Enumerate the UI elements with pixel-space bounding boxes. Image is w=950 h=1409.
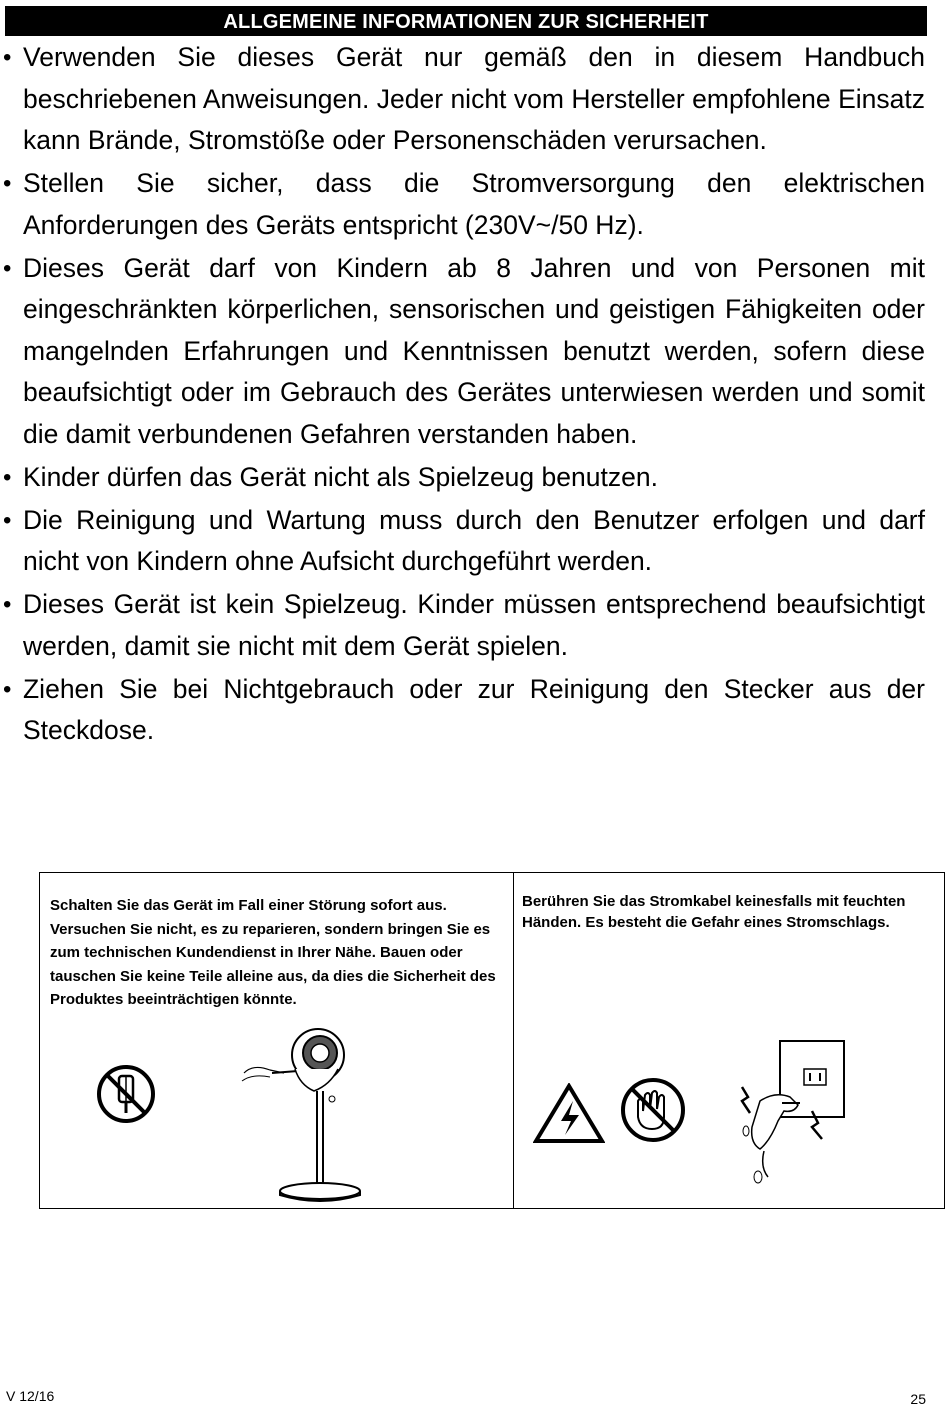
list-item	[0, 669, 925, 752]
bullet-icon: •	[3, 44, 12, 71]
safety-instructions-list	[0, 37, 925, 753]
bullet-icon: •	[3, 675, 12, 703]
list-item-text: Stellen Sie sicher, dass die Stromversorgung den elektrischen Anforderungen des Geräts entspricht (230V~/50 Hz).	[23, 168, 925, 240]
page-number: 25	[910, 1391, 926, 1407]
list-item	[0, 457, 925, 499]
list-item	[0, 584, 925, 667]
panel-divider	[513, 873, 514, 1208]
list-item	[0, 248, 925, 456]
safety-illustration-box	[39, 872, 945, 1209]
section-title: ALLGEMEINE INFORMATIONEN ZUR SICHERHEIT	[5, 6, 927, 36]
bullet-icon: •	[3, 591, 12, 618]
electric-hazard-icon	[533, 1083, 605, 1145]
repair-warning-text: Schalten Sie das Gerät im Fall einer Störung sofort aus. Versuchen Sie nicht, es zu reparieren, sondern bringen Sie es zum technischen Kundendienst in Ihrer Nähe. Bauen oder tauschen Sie keine Teile alleine aus, da dies die Sicherheit des Produktes beeinträchtigen könnte.	[50, 897, 496, 1008]
list-item-text: Dieses Gerät ist kein Spielzeug. Kinder müssen entsprechend beaufsichtigt werden, damit sie nicht mit dem Gerät spielen.	[23, 589, 925, 661]
no-repair-icon	[95, 1063, 157, 1125]
list-item-text: Die Reinigung und Wartung muss durch den Benutzer erfolgen und darf nicht von Kindern ohne Aufsicht durchgeführt werden.	[23, 504, 925, 576]
bullet-icon: •	[3, 254, 12, 282]
wet-hands-warning-text: Berühren Sie das Stromkabel keinesfalls mit feuchten Händen. Es besteht die Gefahr eines Stromschlags.	[522, 893, 906, 931]
list-item	[0, 163, 925, 246]
wet-hand-socket-illustration	[720, 1031, 850, 1191]
list-item	[0, 500, 925, 583]
bullet-icon: •	[3, 506, 12, 534]
list-item-text: Verwenden Sie dieses Gerät nur gemäß den in diesem Handbuch beschriebenen Anweisungen. Jeder nicht vom Hersteller empfohlene Einsatz kann Brände, Stromstöße oder Personenschäden verursachen.	[23, 42, 925, 155]
fan-screwdriver-illustration	[240, 1025, 380, 1205]
list-item	[0, 37, 925, 162]
list-item-text: Ziehen Sie bei Nichtgebrauch oder zur Reinigung den Stecker aus der Steckdose.	[23, 673, 925, 745]
no-wet-hands-icon	[618, 1075, 688, 1145]
version-label: V 12/16	[6, 1388, 55, 1404]
bullet-icon: •	[3, 463, 12, 491]
list-item-text: Kinder dürfen das Gerät nicht als Spielzeug benutzen.	[23, 461, 658, 492]
list-item-text: Dieses Gerät darf von Kindern ab 8 Jahren und von Personen mit eingeschränkten körperlichen, sensorischen und geistigen Fähigkeiten oder mangelnden Erfahrungen und Kenntnissen benutzt werden, sofern diese beaufsichtigt oder im Gebrauch des Gerätes unterwiesen werden und somit die damit verbundenen Gefahren verstanden haben.	[23, 252, 925, 449]
bullet-icon: •	[3, 170, 12, 197]
